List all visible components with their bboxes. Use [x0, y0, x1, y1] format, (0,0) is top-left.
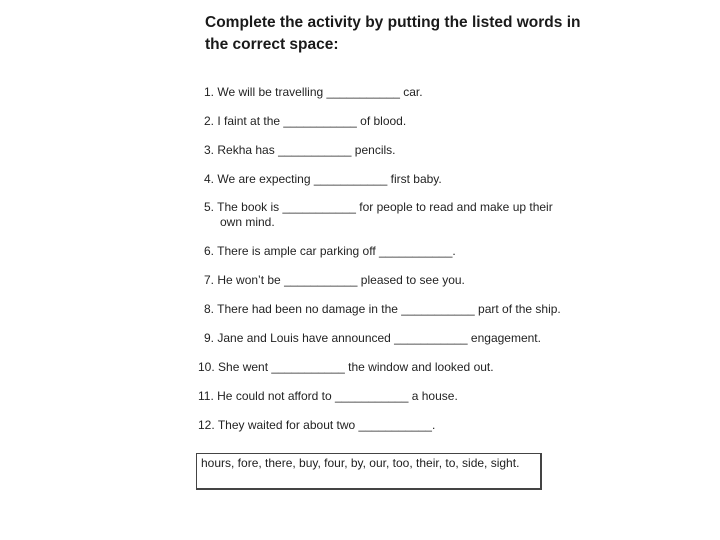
question-number: 6. [204, 244, 215, 258]
question-number: 3. [204, 143, 215, 157]
question-2 [204, 114, 406, 129]
question-text: I faint at the ___________ of blood. [217, 114, 407, 128]
word-bank-box [196, 453, 542, 490]
question-text-continuation: own mind. [220, 215, 275, 229]
instructions-heading [205, 12, 605, 56]
question-number: 4. [204, 172, 215, 186]
question-text: Jane and Louis have announced ___________ engagement. [217, 331, 541, 345]
question-number: 12. [198, 418, 215, 432]
question-6 [204, 244, 456, 259]
question-number: 9. [204, 331, 215, 345]
question-text: There is ample car parking off ___________. [217, 244, 456, 258]
question-11 [198, 389, 458, 404]
question-3 [204, 143, 396, 158]
question-text: She went ___________ the window and looked out. [218, 360, 494, 374]
question-5 [204, 200, 553, 230]
instructions-line-1: Complete the activity by putting the listed words in [205, 14, 581, 31]
question-text: They waited for about two ___________. [217, 418, 436, 432]
question-text: We are expecting ___________ first baby. [217, 172, 442, 186]
question-number: 2. [204, 114, 215, 128]
question-1 [204, 85, 423, 100]
question-text: He could not afford to ___________ a house. [217, 389, 458, 403]
question-number: 7. [204, 273, 215, 287]
question-text: The book is ___________ for people to read and make up their [217, 200, 553, 214]
question-number: 5. [204, 200, 215, 214]
question-number: 11. [198, 389, 214, 403]
question-10 [198, 360, 494, 375]
word-bank-list: hours, fore, there, buy, four, by, our, too, their, to, side, sight. [201, 456, 520, 470]
instructions-line-2: the correct space: [205, 36, 339, 53]
question-text: He won’t be ___________ pleased to see you. [217, 273, 465, 287]
question-number: 1. [204, 85, 215, 99]
question-number: 8. [204, 302, 215, 316]
question-text: There had been no damage in the ___________ part of the ship. [217, 302, 561, 316]
question-7 [204, 273, 465, 288]
question-9 [204, 331, 541, 346]
question-8 [204, 302, 561, 317]
question-text: Rekha has ___________ pencils. [217, 143, 396, 157]
question-number: 10. [198, 360, 215, 374]
question-4 [204, 172, 442, 187]
question-text: We will be travelling ___________ car. [217, 85, 423, 99]
question-12 [198, 418, 435, 433]
